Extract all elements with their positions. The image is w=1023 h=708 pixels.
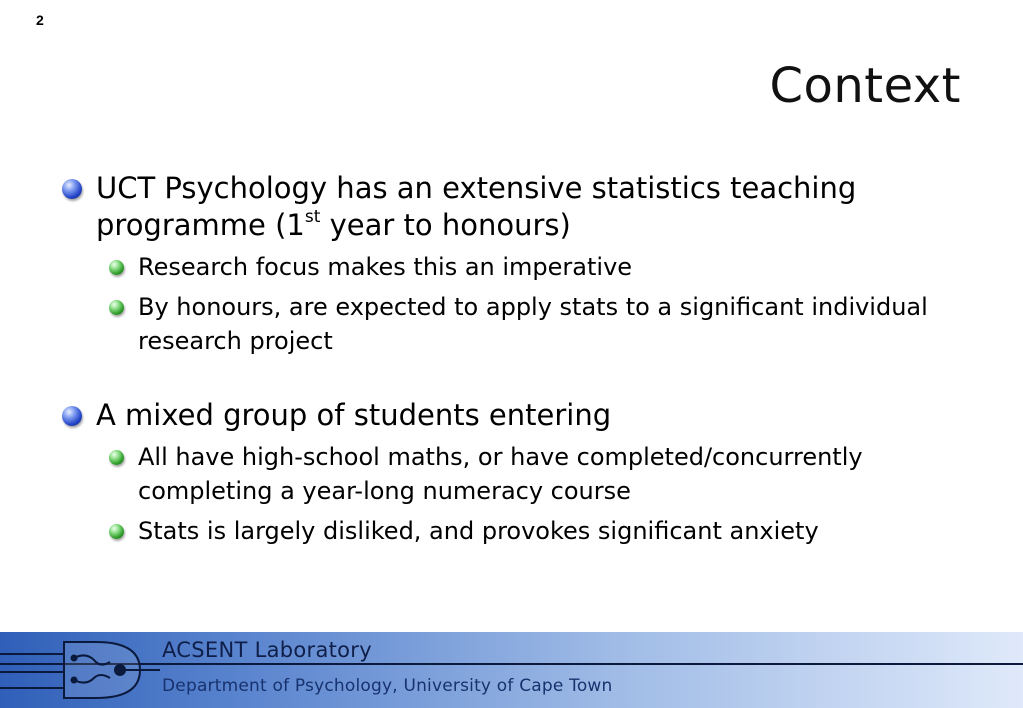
- bullet-text: UCT Psychology has an extensive statistics teaching programme (1: [96, 171, 857, 242]
- slide-title: Context: [769, 58, 961, 114]
- bullet-level2: [62, 440, 962, 508]
- sub-bullet-text: Research focus makes this an imperative: [138, 253, 633, 281]
- bullet-level2: [62, 250, 962, 284]
- green-orb-bullet-icon: [109, 450, 124, 465]
- blue-orb-bullet-icon: [62, 179, 82, 199]
- slide-content: [62, 170, 962, 548]
- bullet-text: A mixed group of students entering: [96, 398, 612, 432]
- sub-bullet-text: By honours, are expected to apply stats to a significant individual research project: [138, 293, 928, 355]
- bullet-level1: [62, 170, 962, 244]
- slide-number: 2: [36, 12, 44, 28]
- sub-bullet-text: All have high-school maths, or have completed/concurrently completing a year-long numeracy course: [138, 443, 863, 505]
- sub-bullet-text: Stats is largely disliked, and provokes significant anxiety: [138, 517, 819, 545]
- green-orb-bullet-icon: [109, 260, 124, 275]
- bullet-superscript: st: [304, 207, 321, 228]
- footer-banner: [0, 632, 1023, 708]
- department-name: Department of Psychology, University of Cape Town: [162, 676, 613, 696]
- blue-orb-bullet-icon: [62, 406, 82, 426]
- bullet-level1: [62, 397, 962, 434]
- green-orb-bullet-icon: [109, 300, 124, 315]
- bullet-level2: [62, 290, 962, 358]
- bullet-text-cont: year to honours): [320, 208, 571, 242]
- lab-name: ACSENT Laboratory: [162, 638, 372, 662]
- green-orb-bullet-icon: [109, 524, 124, 539]
- bullet-level2: [62, 514, 962, 548]
- circuit-logo-icon: [0, 632, 160, 708]
